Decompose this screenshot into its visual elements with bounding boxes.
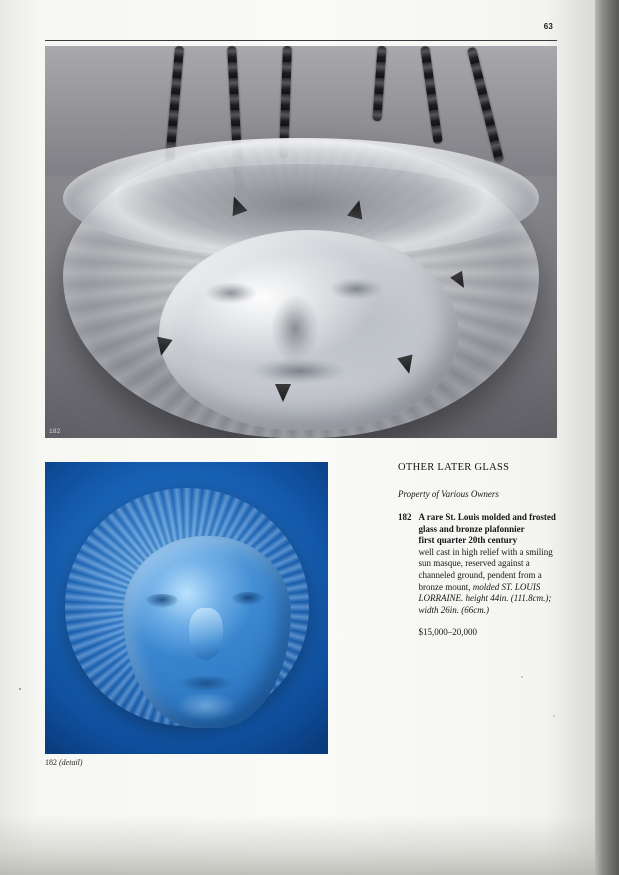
detail-eye-right (231, 592, 265, 606)
detail-sun-face (123, 536, 291, 728)
detail-chin (169, 694, 243, 724)
main-figure-caption: 182 (49, 428, 61, 435)
lot-dimensions-text: height 44in. (111.8cm.); width 26in. (66cm.) (418, 593, 552, 615)
plafonnier-photo (45, 46, 557, 438)
lot-text-column (398, 462, 556, 639)
lot-description (419, 547, 557, 617)
page-right-edge (595, 0, 619, 875)
paper-speck (521, 676, 523, 678)
detail-caption-number: 182 (45, 758, 57, 767)
header-rule (45, 40, 557, 41)
lot-number: 182 (398, 512, 412, 522)
paper-speck (553, 715, 555, 717)
detail-figure-caption (45, 758, 83, 767)
sun-masque-detail-photo (45, 462, 328, 754)
detail-nose (189, 608, 223, 660)
glass-bowl (63, 138, 539, 438)
lot-description-text: well cast in high relief with a smiling sun masque, reserved against a channeled ground, pendent from a bronze mount, (418, 546, 553, 592)
page-number: 63 (543, 22, 553, 31)
lot-estimate: $15,000–20,000 (418, 627, 477, 638)
section-heading: OTHER LATER GLASS (398, 462, 510, 473)
detail-eye-left (145, 594, 179, 608)
masque-eye-right (329, 278, 383, 300)
lot-date: first quarter 20th century (418, 535, 518, 546)
detail-channeled-disc (65, 488, 309, 726)
lot-mark-text: molded ST. LOUIS LORRAINE. (418, 581, 541, 604)
detail-mouth (175, 676, 237, 692)
masque-eye-left (205, 282, 257, 304)
sun-masque (159, 230, 459, 430)
lot-body (419, 512, 557, 639)
detail-caption-label: (detail) (59, 758, 83, 767)
provenance-line: Property of Various Owners (398, 489, 499, 499)
masque-nose (271, 294, 319, 364)
page-bottom-shadow (0, 815, 619, 875)
lot-entry (398, 512, 556, 639)
masque-mouth (251, 358, 347, 384)
lot-title: A rare St. Louis molded and frosted glass and bronze plafonnier (418, 512, 556, 534)
paper-speck (19, 688, 21, 690)
